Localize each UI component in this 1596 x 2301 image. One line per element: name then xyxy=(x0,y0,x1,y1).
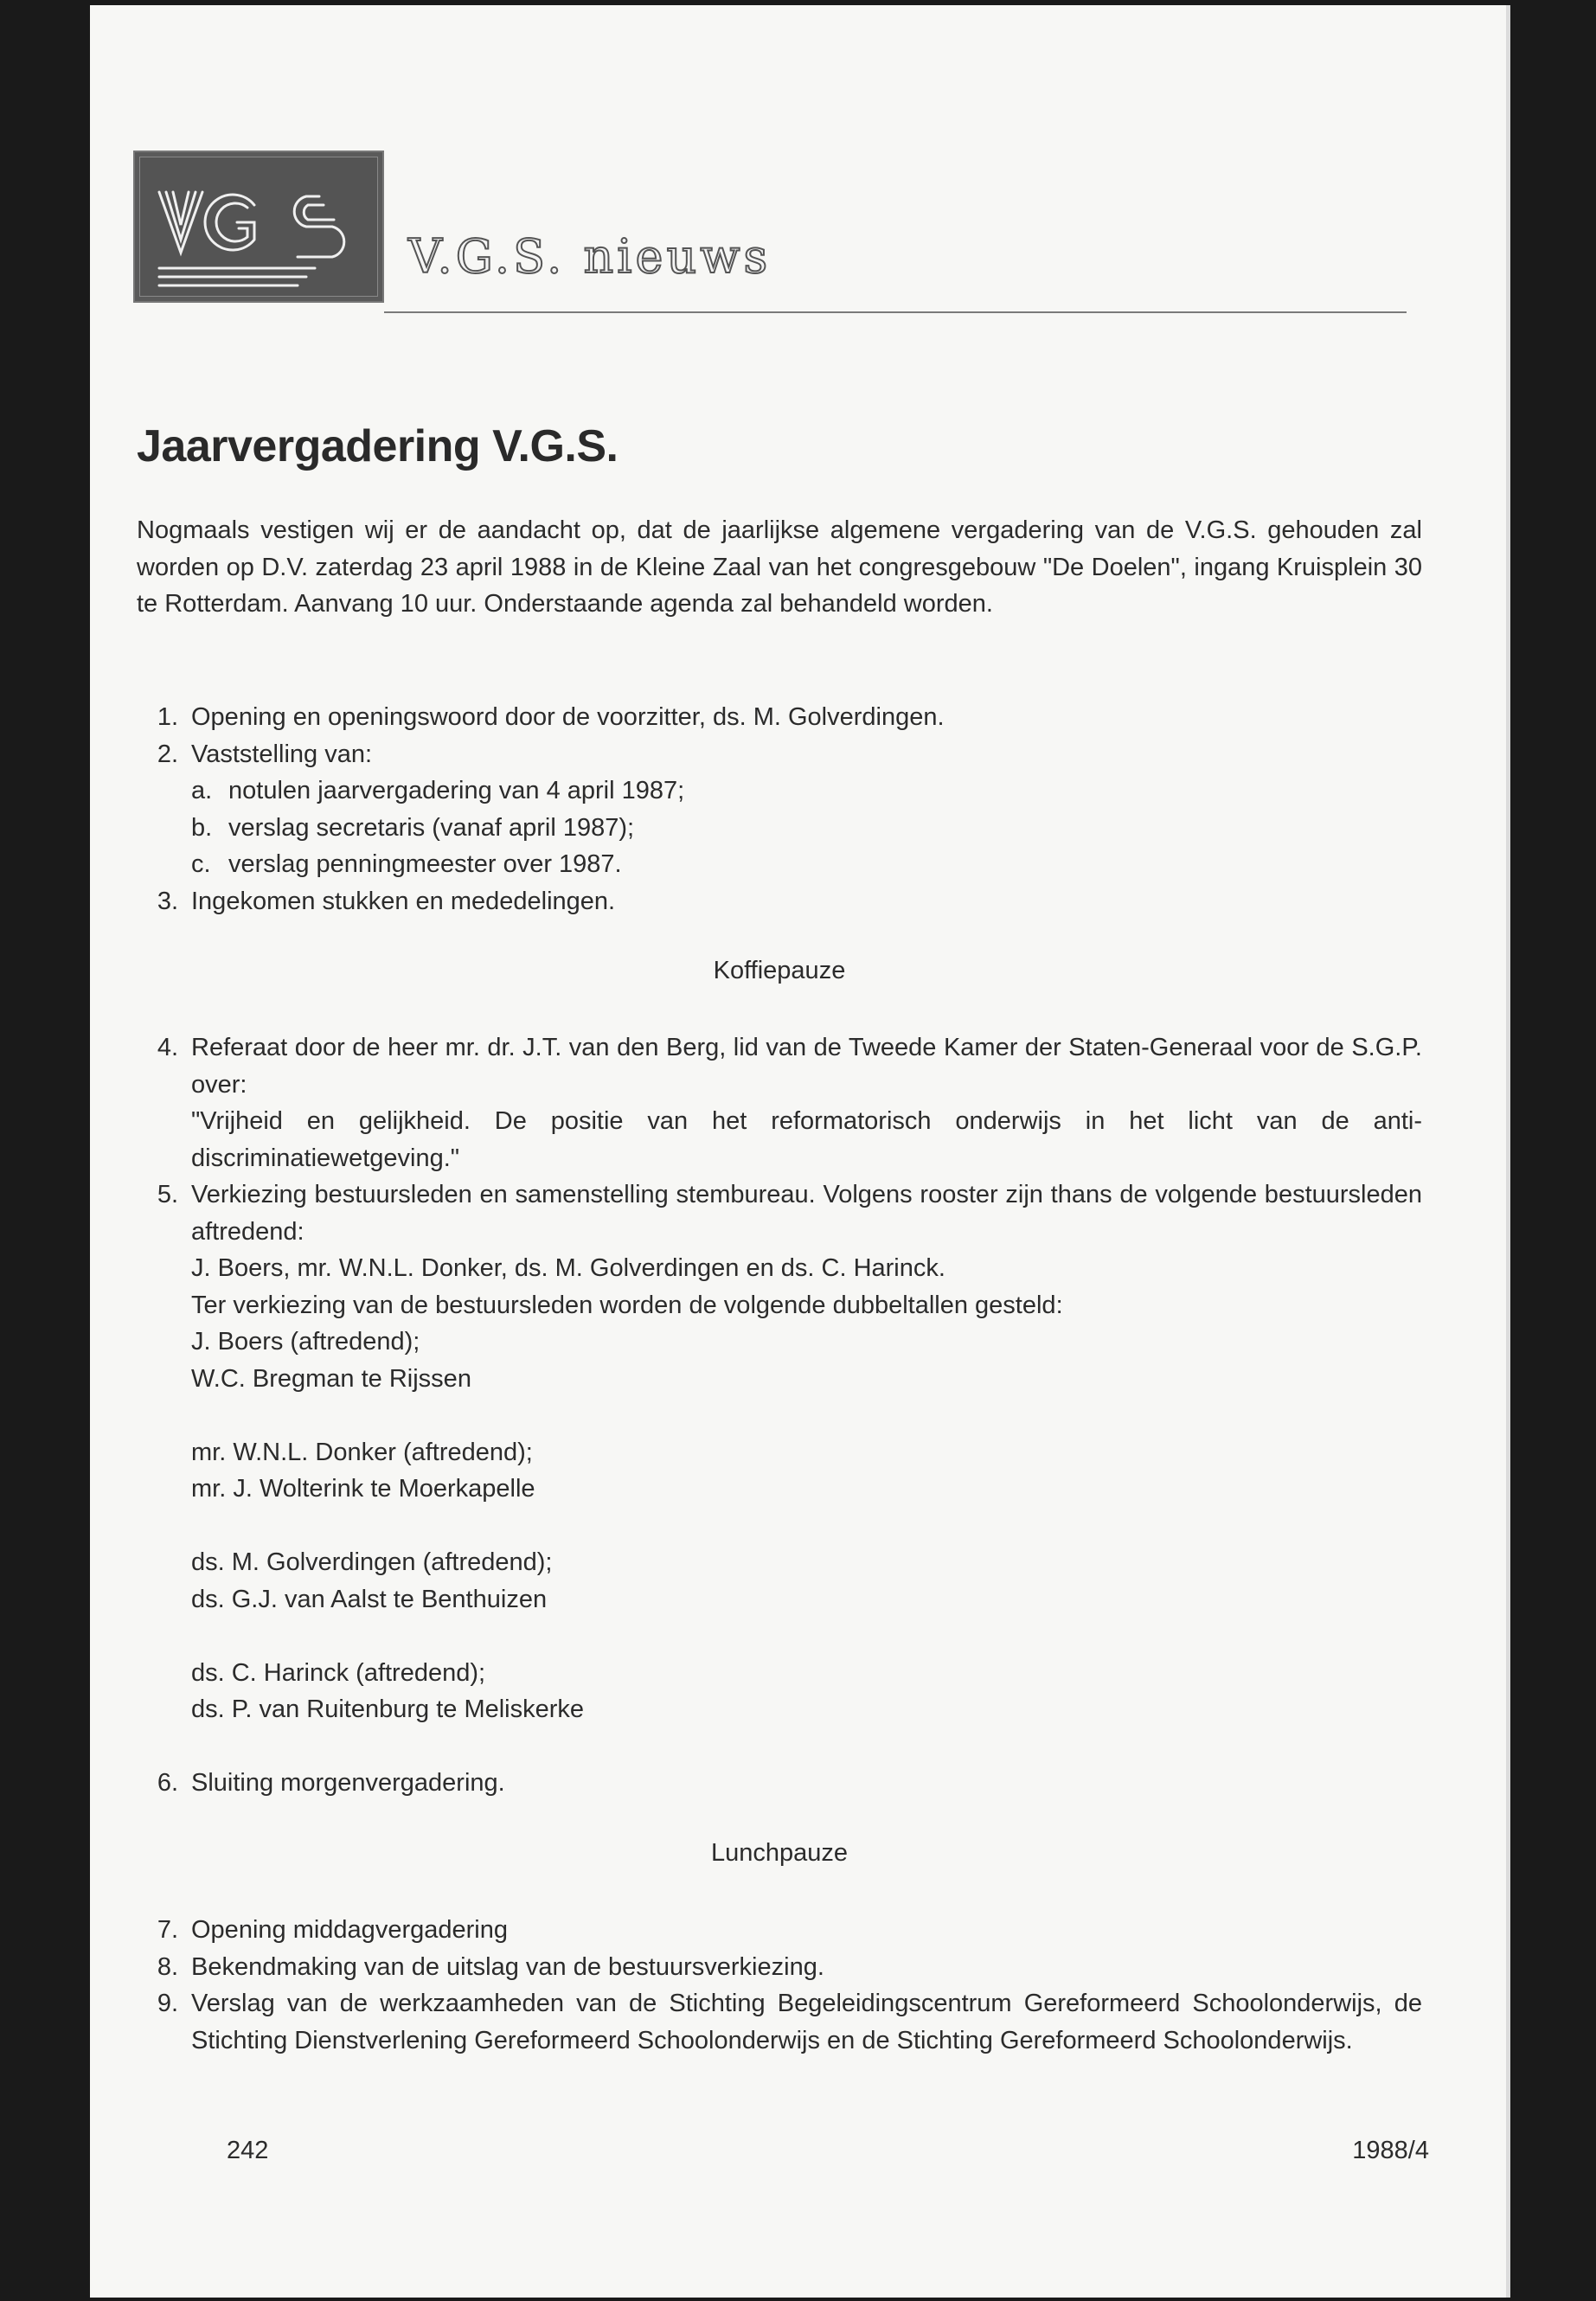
agenda-item-9 xyxy=(137,1985,1422,2059)
retiring-members: J. Boers, mr. W.N.L. Donker, ds. M. Golverdingen en ds. C. Harinck. xyxy=(191,1254,945,1282)
candidate-pair-3-b: ds. G.J. van Aalst te Benthuizen xyxy=(191,1585,548,1613)
spacer xyxy=(191,1508,1422,1545)
agenda-item-8 xyxy=(137,1949,1422,1986)
agenda-item-number: 7. xyxy=(157,1916,178,1944)
agenda-subitem-text: verslag penningmeester over 1987. xyxy=(228,850,622,878)
agenda-item-number: 3. xyxy=(157,887,178,915)
masthead-divider xyxy=(384,311,1407,313)
agenda-item-number: 1. xyxy=(157,703,178,731)
candidate-pair-1-b: W.C. Bregman te Rijssen xyxy=(191,1364,471,1393)
agenda-item-text: Vaststelling van: xyxy=(191,740,373,768)
candidate-pair-4-b: ds. P. van Ruitenburg te Meliskerke xyxy=(191,1695,585,1723)
agenda-item-4 xyxy=(137,1029,1422,1176)
agenda-subitem-c xyxy=(191,846,1422,883)
agenda-item-number: 8. xyxy=(157,1952,178,1981)
page-number: 242 xyxy=(227,2137,269,2164)
agenda-subitem-letter: c. xyxy=(191,850,211,878)
agenda-list-part3 xyxy=(137,1912,1422,2059)
agenda-subitem-b xyxy=(191,810,1422,847)
candidate-pair-2-a: mr. W.N.L. Donker (aftredend); xyxy=(191,1438,533,1466)
spacer xyxy=(191,1728,1422,1766)
article-intro: Nogmaals vestigen wij er de aandacht op, dat de jaarlijkse algemene vergadering van de V.G.S. gehouden zal worden op D.V. zaterdag 23 april 1988 in de Kleine Zaal van het congresgebouw "De Doelen", ingang Kruisplein 30 te Rotterdam. Aanvang 10 uur. Onderstaande agenda zal behandeld worden. xyxy=(137,516,1422,618)
spacer xyxy=(191,1618,1422,1655)
masthead xyxy=(133,149,1407,313)
masthead-title: V.G.S. nieuws xyxy=(408,229,772,284)
agenda-item-number: 5. xyxy=(157,1181,178,1208)
vgs-logo-graphic xyxy=(140,157,377,296)
agenda-item-1 xyxy=(137,699,1422,736)
candidate-pair-1-a: J. Boers (aftredend); xyxy=(191,1328,420,1356)
coffee-break-label: Koffiepauze xyxy=(713,957,846,984)
issue-number: 1988/4 xyxy=(1352,2137,1429,2164)
agenda-item-5 xyxy=(137,1176,1422,1765)
agenda-subitem-text: notulen jaarvergadering van 4 april 1987; xyxy=(228,777,685,804)
candidate-pair-3-a: ds. M. Golverdingen (aftredend); xyxy=(191,1548,553,1576)
agenda-item-number: 4. xyxy=(157,1034,178,1061)
agenda-item-text: Sluiting morgenvergadering. xyxy=(191,1769,505,1797)
candidate-pair-4-a: ds. C. Harinck (aftredend); xyxy=(191,1658,486,1687)
agenda-item-6 xyxy=(137,1765,1422,1802)
agenda-item-text: Opening en openingswoord door de voorzitter, ds. M. Golverdingen. xyxy=(191,703,945,731)
agenda-item-text: Bekendmaking van de uitslag van de bestuursverkiezing. xyxy=(191,1952,824,1981)
candidate-pair-2-b: mr. J. Wolterink te Moerkapelle xyxy=(191,1475,535,1503)
page-edge xyxy=(1506,5,1510,2298)
agenda-subitem-letter: a. xyxy=(191,777,213,804)
agenda-item-text: Opening middagvergadering xyxy=(191,1916,508,1944)
candidate-pairs-intro: Ter verkiezing van de bestuursleden worden de volgende dubbeltallen gesteld: xyxy=(191,1291,1063,1319)
lunch-break-label: Lunchpauze xyxy=(710,1839,849,1867)
agenda-subitem-letter: b. xyxy=(191,813,213,842)
agenda-list-part1 xyxy=(137,699,1422,920)
agenda-item-number: 9. xyxy=(157,1990,178,2017)
agenda-item-2 xyxy=(137,736,1422,883)
agenda-item-7 xyxy=(137,1912,1422,1949)
agenda-item-text: Verkiezing bestuursleden en samenstelling stembureau. Volgens rooster zijn thans de volgende bestuursleden aftredend: xyxy=(191,1181,1422,1246)
spacer xyxy=(191,1397,1422,1434)
agenda-item-number: 6. xyxy=(157,1769,178,1797)
agenda-item-text: Ingekomen stukken en mededelingen. xyxy=(191,887,616,915)
agenda-subitem-a xyxy=(191,772,1422,810)
article-heading: Jaarvergadering V.G.S. xyxy=(137,421,619,471)
agenda-list-part2 xyxy=(137,1029,1422,1802)
agenda-item-number: 2. xyxy=(157,740,178,768)
agenda-item-text: Verslag van de werkzaamheden van de Stichting Begeleidingscentrum Gereformeerd Schoolonderwijs, de Stichting Dienstverlening Gereformeerd Schoolonderwijs en de Stichting Gereformeerd Schoolonderwijs. xyxy=(191,1990,1422,2054)
vgs-logo xyxy=(133,151,384,303)
agenda-item-3 xyxy=(137,883,1422,920)
agenda-subitems xyxy=(191,772,1422,883)
agenda-subitem-text: verslag secretaris (vanaf april 1987); xyxy=(228,813,635,842)
lecture-title-quote: "Vrijheid en gelijkheid. De positie van het reformatorisch onderwijs in het licht van de anti-discriminatiewetgeving." xyxy=(191,1107,1422,1172)
vgs-logo-inner xyxy=(139,157,378,297)
agenda-item-text: Referaat door de heer mr. dr. J.T. van den Berg, lid van de Tweede Kamer der Staten-Generaal voor de S.G.P. over: xyxy=(191,1034,1422,1099)
